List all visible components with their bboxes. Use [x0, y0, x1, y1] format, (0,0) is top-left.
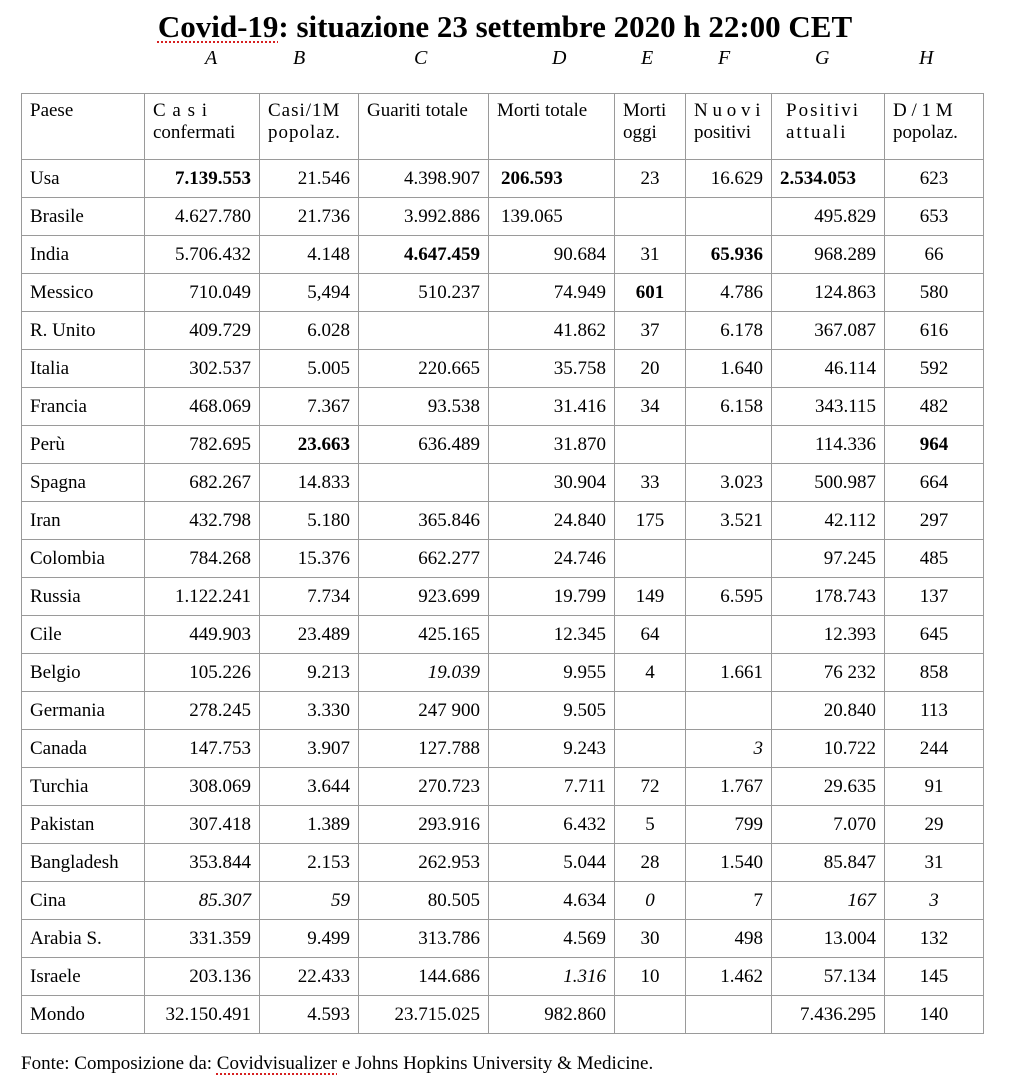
header-morti-oggi: Morti oggi: [615, 94, 686, 160]
cell-guariti: 636.489: [359, 426, 489, 464]
cell-casi: 307.418: [145, 806, 260, 844]
cell-casi: 147.753: [145, 730, 260, 768]
cell-morti-oggi: 37: [615, 312, 686, 350]
cell-casi-1m: 2.153: [260, 844, 359, 882]
cell-casi-1m: 23.489: [260, 616, 359, 654]
header-nuovi-positivi: N u o v i positivi: [686, 94, 772, 160]
cell-d-1m: 616: [885, 312, 984, 350]
cell-paese: Italia: [22, 350, 145, 388]
column-letter-a: A: [205, 47, 218, 69]
title-text: : situazione 23 settembre 2020 h 22:00 CET: [278, 9, 853, 44]
cell-morti-oggi: [615, 540, 686, 578]
column-letter-h: H: [919, 47, 934, 69]
cell-casi-1m: 6.028: [260, 312, 359, 350]
cell-morti: 24.746: [489, 540, 615, 578]
cell-casi: 7.139.553: [145, 160, 260, 198]
title-covid-word: Covid-19: [157, 9, 279, 44]
cell-positivi: 114.336: [772, 426, 885, 464]
cell-d-1m: 3: [885, 882, 984, 920]
table-row: [22, 692, 984, 730]
cell-casi-1m: 3.330: [260, 692, 359, 730]
cell-casi-1m: 5.005: [260, 350, 359, 388]
table-row: [22, 920, 984, 958]
cell-d-1m: 66: [885, 236, 984, 274]
cell-guariti: 19.039: [359, 654, 489, 692]
source-footer: [21, 1052, 653, 1076]
cell-d-1m: 31: [885, 844, 984, 882]
cell-d-1m: 91: [885, 768, 984, 806]
cell-nuovi: [686, 426, 772, 464]
cell-nuovi: 4.786: [686, 274, 772, 312]
cell-paese: Brasile: [22, 198, 145, 236]
cell-casi: 331.359: [145, 920, 260, 958]
cell-d-1m: 858: [885, 654, 984, 692]
cell-morti-oggi: 31: [615, 236, 686, 274]
cell-guariti: 93.538: [359, 388, 489, 426]
cell-positivi: 97.245: [772, 540, 885, 578]
table-row: [22, 388, 984, 426]
cell-guariti: 4.398.907: [359, 160, 489, 198]
cell-morti: 4.569: [489, 920, 615, 958]
document-title: [0, 8, 1010, 46]
cell-positivi: 57.134: [772, 958, 885, 996]
cell-paese: R. Unito: [22, 312, 145, 350]
cell-guariti: [359, 312, 489, 350]
cell-guariti: 365.846: [359, 502, 489, 540]
cell-casi: 32.150.491: [145, 996, 260, 1034]
cell-d-1m: 132: [885, 920, 984, 958]
cell-casi-1m: 3.644: [260, 768, 359, 806]
header-morti-totale: Morti totale: [489, 94, 615, 160]
cell-casi: 784.268: [145, 540, 260, 578]
cell-paese: Belgio: [22, 654, 145, 692]
table-header-row: [22, 94, 984, 160]
cell-morti: 19.799: [489, 578, 615, 616]
cell-paese: Usa: [22, 160, 145, 198]
header-d-1m: D / 1 M popolaz.: [885, 94, 984, 160]
cell-morti: 4.634: [489, 882, 615, 920]
cell-nuovi: 3.521: [686, 502, 772, 540]
cell-positivi: 7.436.295: [772, 996, 885, 1034]
column-letters: [0, 46, 1010, 70]
cell-paese: Iran: [22, 502, 145, 540]
cell-nuovi: 6.158: [686, 388, 772, 426]
cell-casi: 782.695: [145, 426, 260, 464]
cell-guariti: 270.723: [359, 768, 489, 806]
cell-morti: 9.505: [489, 692, 615, 730]
cell-positivi: 2.534.053: [772, 160, 885, 198]
cell-morti: 9.243: [489, 730, 615, 768]
cell-casi: 203.136: [145, 958, 260, 996]
cell-casi: 302.537: [145, 350, 260, 388]
cell-positivi: 12.393: [772, 616, 885, 654]
cell-positivi: 7.070: [772, 806, 885, 844]
cell-morti-oggi: 28: [615, 844, 686, 882]
cell-morti: 12.345: [489, 616, 615, 654]
cell-morti: 30.904: [489, 464, 615, 502]
cell-positivi: 29.635: [772, 768, 885, 806]
cell-casi: 468.069: [145, 388, 260, 426]
cell-morti-oggi: 34: [615, 388, 686, 426]
cell-casi: 682.267: [145, 464, 260, 502]
cell-morti: 1.316: [489, 958, 615, 996]
cell-guariti: 510.237: [359, 274, 489, 312]
header-guariti-totale: Guariti totale: [359, 94, 489, 160]
column-letter-b: B: [293, 47, 306, 69]
cell-paese: Spagna: [22, 464, 145, 502]
cell-nuovi: 16.629: [686, 160, 772, 198]
header-positivi-attuali: Positivi attuali: [772, 94, 885, 160]
cell-d-1m: 592: [885, 350, 984, 388]
cell-positivi: 85.847: [772, 844, 885, 882]
cell-paese: Perù: [22, 426, 145, 464]
cell-casi: 278.245: [145, 692, 260, 730]
table-row: [22, 996, 984, 1034]
cell-casi: 5.706.432: [145, 236, 260, 274]
table-row: [22, 426, 984, 464]
cell-casi-1m: 9.499: [260, 920, 359, 958]
cell-guariti: 220.665: [359, 350, 489, 388]
cell-morti: 7.711: [489, 768, 615, 806]
cell-nuovi: 6.178: [686, 312, 772, 350]
cell-casi-1m: 5.180: [260, 502, 359, 540]
cell-casi-1m: 7.734: [260, 578, 359, 616]
cell-paese: India: [22, 236, 145, 274]
cell-morti: 139.065: [489, 198, 615, 236]
cell-nuovi: 498: [686, 920, 772, 958]
cell-paese: Arabia S.: [22, 920, 145, 958]
table-row: [22, 274, 984, 312]
cell-d-1m: 29: [885, 806, 984, 844]
table-row: [22, 958, 984, 996]
cell-casi-1m: 22.433: [260, 958, 359, 996]
cell-nuovi: 1.640: [686, 350, 772, 388]
cell-morti-oggi: 5: [615, 806, 686, 844]
cell-positivi: 13.004: [772, 920, 885, 958]
cell-guariti: 3.992.886: [359, 198, 489, 236]
column-letter-c: C: [414, 47, 428, 69]
cell-morti: 31.870: [489, 426, 615, 464]
cell-paese: Pakistan: [22, 806, 145, 844]
cell-casi-1m: 3.907: [260, 730, 359, 768]
cell-guariti: 247 900: [359, 692, 489, 730]
cell-d-1m: 482: [885, 388, 984, 426]
table-row: [22, 236, 984, 274]
cell-casi-1m: 21.736: [260, 198, 359, 236]
cell-guariti: 80.505: [359, 882, 489, 920]
cell-d-1m: 145: [885, 958, 984, 996]
cell-paese: Canada: [22, 730, 145, 768]
cell-nuovi: 3: [686, 730, 772, 768]
cell-morti-oggi: [615, 198, 686, 236]
table-row: [22, 768, 984, 806]
footer-source-link[interactable]: Covidvisualizer: [216, 1053, 338, 1074]
cell-morti-oggi: 23: [615, 160, 686, 198]
cell-guariti: 293.916: [359, 806, 489, 844]
cell-guariti: 262.953: [359, 844, 489, 882]
cell-morti: 90.684: [489, 236, 615, 274]
cell-paese: Francia: [22, 388, 145, 426]
table-row: [22, 540, 984, 578]
cell-morti-oggi: [615, 692, 686, 730]
cell-casi: 432.798: [145, 502, 260, 540]
cell-positivi: 968.289: [772, 236, 885, 274]
cell-positivi: 500.987: [772, 464, 885, 502]
cell-nuovi: 6.595: [686, 578, 772, 616]
cell-paese: Colombia: [22, 540, 145, 578]
cell-d-1m: 964: [885, 426, 984, 464]
covid-table: [21, 93, 984, 1034]
cell-paese: Cina: [22, 882, 145, 920]
cell-casi-1m: 59: [260, 882, 359, 920]
cell-casi-1m: 5,494: [260, 274, 359, 312]
cell-morti-oggi: 175: [615, 502, 686, 540]
cell-morti-oggi: [615, 730, 686, 768]
header-casi-1m: Casi/1M popolaz.: [260, 94, 359, 160]
cell-casi-1m: 4.593: [260, 996, 359, 1034]
cell-casi: 449.903: [145, 616, 260, 654]
cell-paese: Turchia: [22, 768, 145, 806]
cell-casi: 85.307: [145, 882, 260, 920]
cell-nuovi: 7: [686, 882, 772, 920]
cell-morti-oggi: 20: [615, 350, 686, 388]
table-row: [22, 882, 984, 920]
cell-morti: 41.862: [489, 312, 615, 350]
cell-nuovi: [686, 540, 772, 578]
cell-morti-oggi: 72: [615, 768, 686, 806]
cell-positivi: 124.863: [772, 274, 885, 312]
cell-morti-oggi: 0: [615, 882, 686, 920]
cell-d-1m: 137: [885, 578, 984, 616]
cell-morti-oggi: 10: [615, 958, 686, 996]
cell-positivi: 167: [772, 882, 885, 920]
header-casi-confermati: C a s i confermati: [145, 94, 260, 160]
footer-text: Fonte: Composizione da:: [21, 1053, 217, 1074]
cell-positivi: 76 232: [772, 654, 885, 692]
cell-morti-oggi: [615, 996, 686, 1034]
cell-casi-1m: 4.148: [260, 236, 359, 274]
cell-positivi: 42.112: [772, 502, 885, 540]
cell-d-1m: 297: [885, 502, 984, 540]
table-row: [22, 350, 984, 388]
cell-casi: 4.627.780: [145, 198, 260, 236]
cell-d-1m: 645: [885, 616, 984, 654]
cell-guariti: 923.699: [359, 578, 489, 616]
cell-guariti: 425.165: [359, 616, 489, 654]
column-letter-f: F: [718, 47, 731, 69]
table-row: [22, 616, 984, 654]
cell-d-1m: 485: [885, 540, 984, 578]
column-letter-d: D: [552, 47, 567, 69]
cell-positivi: 20.840: [772, 692, 885, 730]
cell-casi-1m: 14.833: [260, 464, 359, 502]
header-paese: Paese: [22, 94, 145, 160]
cell-casi: 353.844: [145, 844, 260, 882]
cell-morti: 5.044: [489, 844, 615, 882]
cell-guariti: 127.788: [359, 730, 489, 768]
cell-guariti: 313.786: [359, 920, 489, 958]
cell-d-1m: 140: [885, 996, 984, 1034]
cell-morti-oggi: 601: [615, 274, 686, 312]
cell-casi-1m: 15.376: [260, 540, 359, 578]
cell-paese: Bangladesh: [22, 844, 145, 882]
table-row: [22, 578, 984, 616]
cell-morti-oggi: 30: [615, 920, 686, 958]
cell-paese: Germania: [22, 692, 145, 730]
cell-guariti: 4.647.459: [359, 236, 489, 274]
table-row: [22, 502, 984, 540]
cell-guariti: 662.277: [359, 540, 489, 578]
cell-positivi: 10.722: [772, 730, 885, 768]
table-row: [22, 654, 984, 692]
cell-nuovi: 799: [686, 806, 772, 844]
cell-nuovi: [686, 198, 772, 236]
cell-nuovi: 3.023: [686, 464, 772, 502]
cell-morti: 24.840: [489, 502, 615, 540]
cell-morti-oggi: 64: [615, 616, 686, 654]
table-row: [22, 160, 984, 198]
cell-positivi: 343.115: [772, 388, 885, 426]
footer-text-tail: e Johns Hopkins University & Medicine.: [337, 1053, 654, 1074]
cell-casi: 308.069: [145, 768, 260, 806]
table-row: [22, 464, 984, 502]
cell-nuovi: 65.936: [686, 236, 772, 274]
cell-casi: 105.226: [145, 654, 260, 692]
column-letter-g: G: [815, 47, 830, 69]
cell-positivi: 367.087: [772, 312, 885, 350]
cell-nuovi: 1.540: [686, 844, 772, 882]
cell-d-1m: 580: [885, 274, 984, 312]
table-row: [22, 198, 984, 236]
cell-nuovi: 1.462: [686, 958, 772, 996]
cell-casi: 1.122.241: [145, 578, 260, 616]
cell-morti: 9.955: [489, 654, 615, 692]
cell-morti-oggi: 33: [615, 464, 686, 502]
cell-casi-1m: 9.213: [260, 654, 359, 692]
cell-casi-1m: 1.389: [260, 806, 359, 844]
cell-guariti: 144.686: [359, 958, 489, 996]
cell-nuovi: [686, 692, 772, 730]
cell-morti: 6.432: [489, 806, 615, 844]
cell-paese: Cile: [22, 616, 145, 654]
cell-casi-1m: 7.367: [260, 388, 359, 426]
cell-morti: 31.416: [489, 388, 615, 426]
table-row: [22, 844, 984, 882]
cell-d-1m: 664: [885, 464, 984, 502]
cell-d-1m: 623: [885, 160, 984, 198]
cell-paese: Messico: [22, 274, 145, 312]
cell-paese: Mondo: [22, 996, 145, 1034]
cell-nuovi: [686, 996, 772, 1034]
cell-morti: 35.758: [489, 350, 615, 388]
cell-morti: 74.949: [489, 274, 615, 312]
cell-paese: Russia: [22, 578, 145, 616]
cell-morti-oggi: 4: [615, 654, 686, 692]
cell-d-1m: 244: [885, 730, 984, 768]
column-letter-e: E: [641, 47, 654, 69]
cell-positivi: 46.114: [772, 350, 885, 388]
cell-casi: 409.729: [145, 312, 260, 350]
cell-guariti: 23.715.025: [359, 996, 489, 1034]
table-row: [22, 806, 984, 844]
cell-morti-oggi: [615, 426, 686, 464]
cell-morti-oggi: 149: [615, 578, 686, 616]
cell-positivi: 178.743: [772, 578, 885, 616]
cell-paese: Israele: [22, 958, 145, 996]
table-row: [22, 312, 984, 350]
cell-nuovi: 1.661: [686, 654, 772, 692]
cell-guariti: [359, 464, 489, 502]
cell-nuovi: [686, 616, 772, 654]
cell-nuovi: 1.767: [686, 768, 772, 806]
cell-casi-1m: 23.663: [260, 426, 359, 464]
table-row: [22, 730, 984, 768]
cell-morti: 982.860: [489, 996, 615, 1034]
cell-d-1m: 653: [885, 198, 984, 236]
cell-casi-1m: 21.546: [260, 160, 359, 198]
cell-d-1m: 113: [885, 692, 984, 730]
cell-morti: 206.593: [489, 160, 615, 198]
cell-positivi: 495.829: [772, 198, 885, 236]
cell-casi: 710.049: [145, 274, 260, 312]
